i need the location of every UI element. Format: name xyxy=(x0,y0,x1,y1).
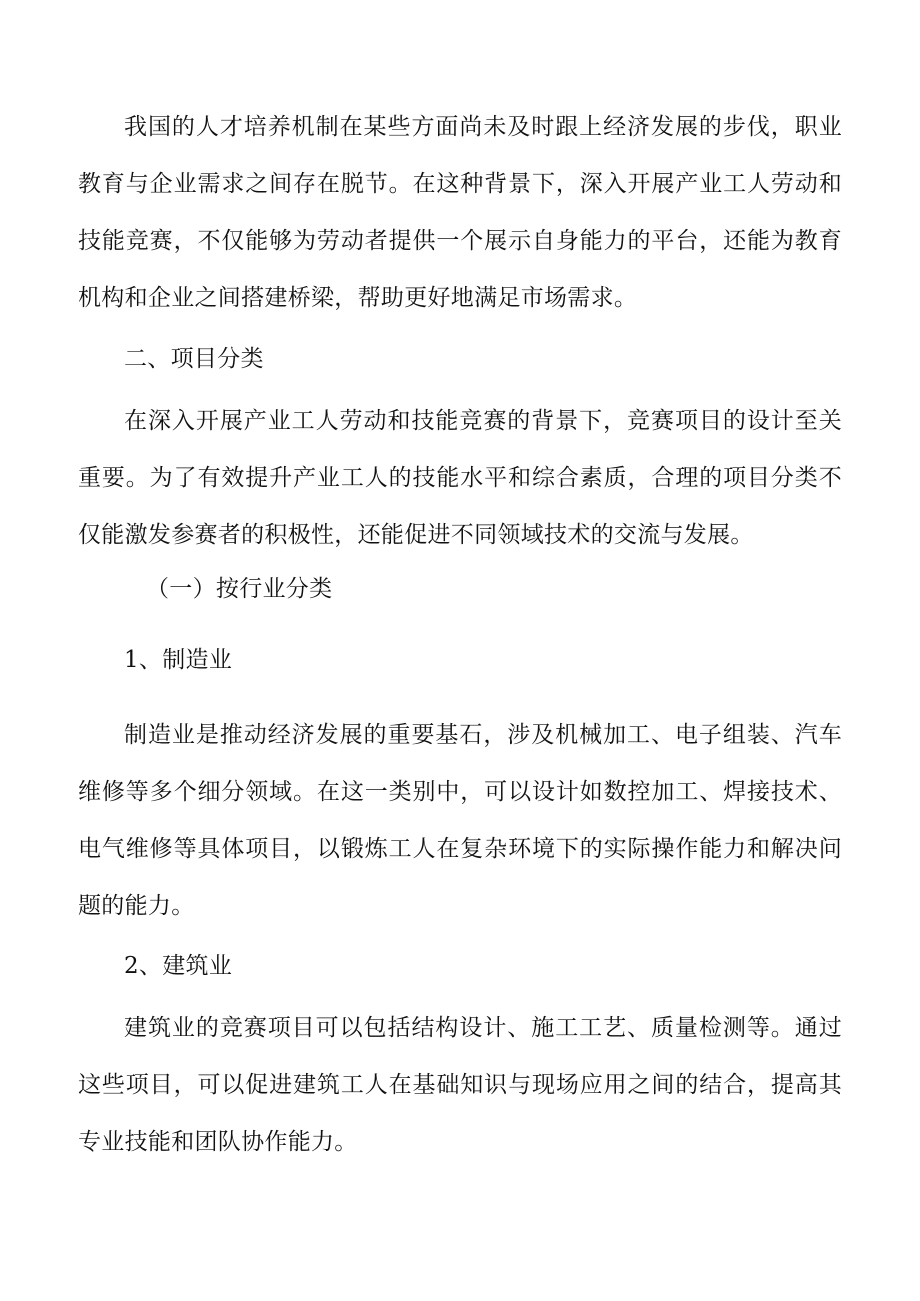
item-heading-manufacturing: 1、制造业 xyxy=(124,647,233,673)
paragraph-classification: 在深入开展产业工人劳动和技能竞赛的背景下，竞赛项目的设计至关重要。为了有效提升产业工人的技能水平和综合素质，合理的项目分类不仅能激发参赛者的积极性，还能促进不同领域技术的交流与发展。 xyxy=(78,408,842,548)
item-heading-construction: 2、建筑业 xyxy=(124,953,233,979)
subsection-heading-by-industry: （一）按行业分类 xyxy=(146,576,333,602)
paragraph-manufacturing: 制造业是推动经济发展的重要基石，涉及机械加工、电子组装、汽车维修等多个细分领域。在这一类别中，可以设计如数控加工、焊接技术、电气维修等具体项目，以锻炼工人在复杂环境下的实际操作能力和解决问题的能力。 xyxy=(78,722,842,919)
section-heading-project-classification: 二、项目分类 xyxy=(124,346,264,372)
paragraph-intro: 我国的人才培养机制在某些方面尚未及时跟上经济发展的步伐，职业教育与企业需求之间存在脱节。在这种背景下，深入开展产业工人劳动和技能竞赛，不仅能够为劳动者提供一个展示自身能力的平台，还能为教育机构和企业之间搭建桥梁，帮助更好地满足市场需求。 xyxy=(78,114,842,311)
paragraph-construction: 建筑业的竞赛项目可以包括结构设计、施工工艺、质量检测等。通过这些项目，可以促进建筑工人在基础知识与现场应用之间的结合，提高其专业技能和团队协作能力。 xyxy=(78,1015,842,1155)
